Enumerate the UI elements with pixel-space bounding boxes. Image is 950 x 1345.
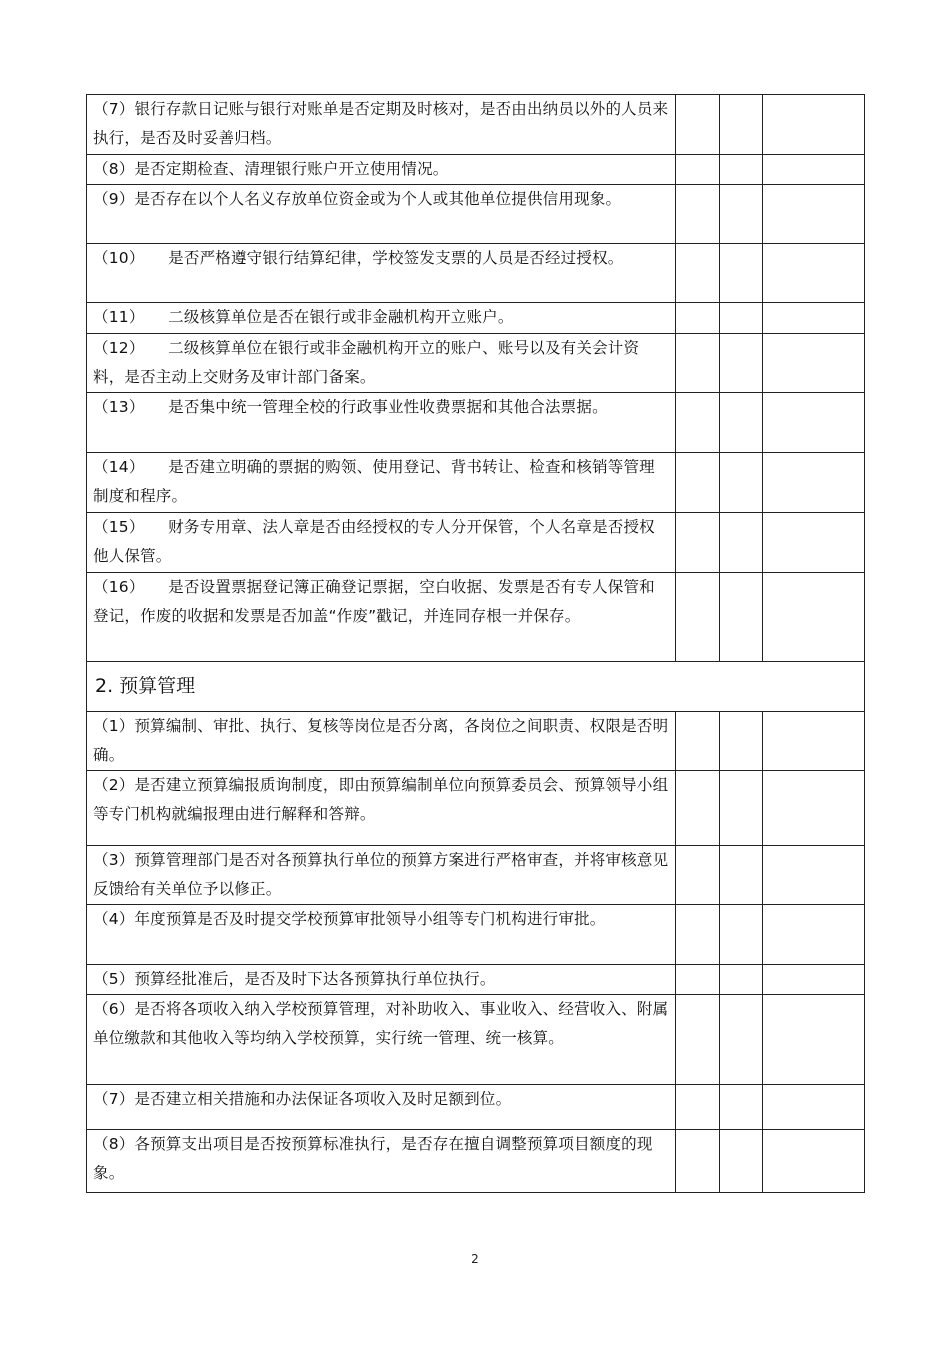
answer-cell[interactable] — [720, 155, 763, 185]
answer-cell[interactable] — [676, 965, 720, 995]
remark-cell[interactable] — [763, 244, 865, 303]
answer-cell[interactable] — [676, 905, 720, 965]
table-row — [87, 95, 865, 155]
remark-cell[interactable] — [763, 1085, 865, 1130]
remark-cell[interactable] — [763, 771, 865, 846]
table-row — [87, 965, 865, 995]
answer-cell[interactable] — [676, 95, 720, 155]
answer-cell[interactable] — [676, 334, 720, 393]
remark-cell[interactable] — [763, 846, 865, 905]
table-row — [87, 771, 865, 846]
remark-cell[interactable] — [763, 905, 865, 965]
answer-cell[interactable] — [720, 712, 763, 771]
answer-cell[interactable] — [720, 393, 763, 453]
question-text: （6）是否将各项收入纳入学校预算管理，对补助收入、事业收入、经营收入、附属单位缴款和其他收入等均纳入学校预算，实行统一管理、统一核算。 — [87, 995, 676, 1085]
answer-cell[interactable] — [676, 244, 720, 303]
question-text: （13） 是否集中统一管理全校的行政事业性收费票据和其他合法票据。 — [87, 393, 676, 453]
answer-cell[interactable] — [676, 393, 720, 453]
table-row — [87, 303, 865, 334]
question-text: （16） 是否设置票据登记簿正确登记票据，空白收据、发票是否有专人保管和登记，作废的收据和发票是否加盖“作废”戳记，并连同存根一并保存。 — [87, 573, 676, 662]
table-row — [87, 573, 865, 662]
question-text: （7）是否建立相关措施和办法保证各项收入及时足额到位。 — [87, 1085, 676, 1130]
answer-cell[interactable] — [720, 185, 763, 244]
answer-cell[interactable] — [720, 244, 763, 303]
question-text: （11） 二级核算单位是否在银行或非金融机构开立账户。 — [87, 303, 676, 334]
answer-cell[interactable] — [720, 334, 763, 393]
answer-cell[interactable] — [676, 155, 720, 185]
section-title: 2. 预算管理 — [87, 662, 865, 712]
table-row — [87, 244, 865, 303]
remark-cell[interactable] — [763, 573, 865, 662]
table-row — [87, 155, 865, 185]
remark-cell[interactable] — [763, 453, 865, 513]
remark-cell[interactable] — [763, 334, 865, 393]
question-text: （12） 二级核算单位在银行或非金融机构开立的账户、账号以及有关会计资料，是否主动上交财务及审计部门备案。 — [87, 334, 676, 393]
answer-cell[interactable] — [676, 712, 720, 771]
section-header-row — [87, 662, 865, 712]
remark-cell[interactable] — [763, 155, 865, 185]
answer-cell[interactable] — [676, 453, 720, 513]
checklist-table — [86, 94, 865, 1193]
answer-cell[interactable] — [720, 95, 763, 155]
answer-cell[interactable] — [676, 1085, 720, 1130]
answer-cell[interactable] — [676, 1130, 720, 1193]
answer-cell[interactable] — [720, 1085, 763, 1130]
answer-cell[interactable] — [720, 453, 763, 513]
remark-cell[interactable] — [763, 712, 865, 771]
answer-cell[interactable] — [676, 185, 720, 244]
answer-cell[interactable] — [676, 573, 720, 662]
table-row — [87, 393, 865, 453]
answer-cell[interactable] — [676, 846, 720, 905]
question-text: （2）是否建立预算编报质询制度，即由预算编制单位向预算委员会、预算领导小组等专门机构就编报理由进行解释和答辩。 — [87, 771, 676, 846]
remark-cell[interactable] — [763, 1130, 865, 1193]
answer-cell[interactable] — [720, 965, 763, 995]
answer-cell[interactable] — [720, 905, 763, 965]
question-text: （14） 是否建立明确的票据的购领、使用登记、背书转让、检查和核销等管理制度和程序。 — [87, 453, 676, 513]
question-text: （5）预算经批准后，是否及时下达各预算执行单位执行。 — [87, 965, 676, 995]
table-row — [87, 1130, 865, 1193]
question-text: （3）预算管理部门是否对各预算执行单位的预算方案进行严格审查，并将审核意见反馈给有关单位予以修正。 — [87, 846, 676, 905]
answer-cell[interactable] — [676, 513, 720, 573]
remark-cell[interactable] — [763, 965, 865, 995]
remark-cell[interactable] — [763, 303, 865, 334]
question-text: （15） 财务专用章、法人章是否由经授权的专人分开保管，个人名章是否授权他人保管。 — [87, 513, 676, 573]
answer-cell[interactable] — [720, 995, 763, 1085]
table-row — [87, 905, 865, 965]
answer-cell[interactable] — [720, 573, 763, 662]
answer-cell[interactable] — [720, 771, 763, 846]
question-text: （10） 是否严格遵守银行结算纪律，学校签发支票的人员是否经过授权。 — [87, 244, 676, 303]
answer-cell[interactable] — [720, 846, 763, 905]
page-number: 2 — [471, 1252, 479, 1266]
answer-cell[interactable] — [720, 513, 763, 573]
answer-cell[interactable] — [676, 995, 720, 1085]
table-row — [87, 995, 865, 1085]
remark-cell[interactable] — [763, 185, 865, 244]
question-text: （8）是否定期检查、清理银行账户开立使用情况。 — [87, 155, 676, 185]
question-text: （7）银行存款日记账与银行对账单是否定期及时核对，是否由出纳员以外的人员来执行，是否及时妥善归档。 — [87, 95, 676, 155]
table-row — [87, 334, 865, 393]
table-row — [87, 1085, 865, 1130]
answer-cell[interactable] — [676, 771, 720, 846]
question-text: （9）是否存在以个人名义存放单位资金或为个人或其他单位提供信用现象。 — [87, 185, 676, 244]
table-row — [87, 185, 865, 244]
answer-cell[interactable] — [720, 1130, 763, 1193]
table-row — [87, 712, 865, 771]
question-text: （8）各预算支出项目是否按预算标准执行，是否存在擅自调整预算项目额度的现象。 — [87, 1130, 676, 1193]
remark-cell[interactable] — [763, 513, 865, 573]
question-text: （4）年度预算是否及时提交学校预算审批领导小组等专门机构进行审批。 — [87, 905, 676, 965]
remark-cell[interactable] — [763, 393, 865, 453]
answer-cell[interactable] — [720, 303, 763, 334]
table-row — [87, 846, 865, 905]
table-row — [87, 453, 865, 513]
table-row — [87, 513, 865, 573]
answer-cell[interactable] — [676, 303, 720, 334]
remark-cell[interactable] — [763, 95, 865, 155]
remark-cell[interactable] — [763, 995, 865, 1085]
question-text: （1）预算编制、审批、执行、复核等岗位是否分离，各岗位之间职责、权限是否明确。 — [87, 712, 676, 771]
